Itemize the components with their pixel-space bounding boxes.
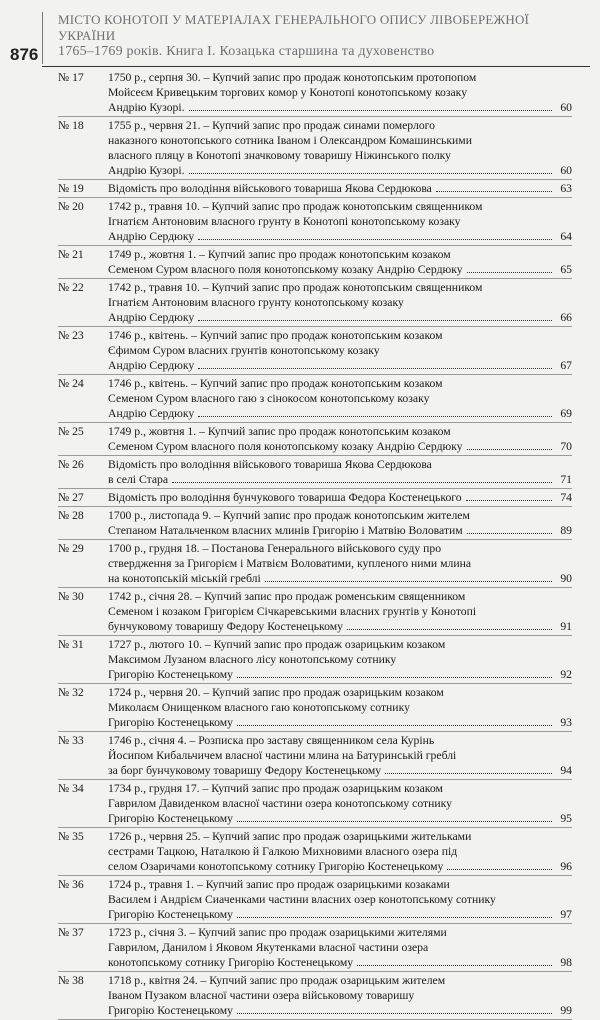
leader-dots: [467, 533, 552, 534]
entry-last-line: [108, 406, 572, 421]
document-entry: [58, 423, 572, 456]
entry-text-line: сестрами Тацкою, Наталкою й Галкою Михновими власного озера під: [108, 845, 458, 858]
entry-last-line: [108, 358, 572, 373]
entry-page-number: 89: [560, 524, 572, 537]
leader-dots: [237, 821, 552, 822]
entry-text-line: Йосипом Кибальчичем власної частини млина на Батуринській греблі: [108, 749, 457, 762]
entry-text-line: Відомість про володіння військового товариша Якова Сердюкова: [108, 458, 432, 471]
entry-last-line: [108, 955, 572, 970]
leader-dots: [237, 677, 552, 678]
entry-last-line: [108, 523, 572, 538]
entry-text-line: Гаврилом Давиденком власної частини озера конотопському сотнику: [108, 797, 453, 810]
page-number: 876: [10, 45, 39, 64]
entry-number: № 28: [58, 509, 84, 522]
document-entry: [58, 507, 572, 540]
entry-text-line: Семеном Суром власного поля конотопському козаку Андрію Сердюку: [108, 440, 463, 453]
document-entry: [58, 69, 572, 117]
entry-last-line: [108, 262, 572, 277]
document-entry: [58, 198, 572, 246]
leader-dots: [172, 482, 552, 483]
entry-text-line: власного пляцу в Конотопі значковому товаришу Ніжинського полку: [108, 149, 452, 162]
entry-body: [108, 328, 572, 373]
leader-dots: [467, 449, 552, 450]
entry-page-number: 69: [560, 407, 572, 420]
entry-page-number: 70: [560, 440, 572, 453]
entry-number: № 18: [58, 119, 84, 132]
leader-dots: [189, 110, 552, 111]
entry-last-line: [108, 1003, 572, 1018]
entry-last-line: [108, 859, 572, 874]
entry-text-line: Гаврилом, Данилом і Яковом Якутенками власної частини озера: [108, 941, 429, 954]
entry-text-line: 1746 р., квітень. – Купчий запис про продаж конотопським козаком: [108, 329, 443, 342]
entry-text-line: селом Озаричами конотопському сотнику Григорію Костенецькому: [108, 860, 444, 873]
entry-last-line: [108, 439, 572, 454]
entry-number: № 31: [58, 638, 84, 651]
document-entry: [58, 540, 572, 588]
entry-text-line: 1734 р., грудня 17. – Купчий запис про продаж озарицьким козаком: [108, 782, 443, 795]
entry-text-line: 1755 р., червня 21. – Купчий запис про продаж синами померлого: [108, 119, 436, 132]
entry-last-line: [108, 181, 572, 196]
leader-dots: [436, 191, 552, 192]
header-line-1: МІСТО КОНОТОП У МАТЕРІАЛАХ ГЕНЕРАЛЬНОГО ОПИСУ ЛІВОБЕРЕЖНОЇ УКРАЇНИ: [58, 12, 530, 43]
document-entry: [58, 924, 572, 972]
entry-text-line: 1746 р., квітень. – Купчий запис про продаж конотопським козаком: [108, 377, 443, 390]
entry-body: [108, 424, 572, 454]
entry-number: № 37: [58, 926, 84, 939]
entry-last-line: [108, 667, 572, 682]
entry-body: [108, 118, 572, 178]
entry-page-number: 93: [560, 716, 572, 729]
entry-number: № 30: [58, 590, 84, 603]
entry-body: [108, 877, 572, 922]
entry-last-line: [108, 310, 572, 325]
entry-body: [108, 457, 572, 487]
entry-text-line: Григорію Костенецькому: [108, 668, 234, 681]
entry-text-line: Андрію Кузорі.: [108, 101, 185, 114]
entry-body: [108, 508, 572, 538]
entry-page-number: 91: [560, 620, 572, 633]
entry-text-line: за борг бунчуковому товаришу Федору Костенецькому: [108, 764, 382, 777]
entry-last-line: [108, 472, 572, 487]
entry-page-number: 65: [560, 263, 572, 276]
leader-dots: [198, 320, 552, 321]
entry-text-line: Григорію Костенецькому: [108, 908, 234, 921]
entry-text-line: Семеном Суром власного поля конотопському козаку Андрію Сердюку: [108, 263, 463, 276]
entry-body: [108, 781, 572, 826]
entry-text-line: Андрію Сердюку: [108, 230, 195, 243]
header-divider: [42, 66, 590, 67]
entry-text-line: 1746 р., січня 4. – Розписка про заставу священником села Курінь: [108, 734, 435, 747]
document-entry: [58, 327, 572, 375]
document-entry: [58, 780, 572, 828]
entry-text-line: Ігнатієм Антоновим власного грунту в Конотопі конотопському козаку: [108, 215, 461, 228]
entry-text-line: Відомість про володіння військового товариша Якова Сердюкова: [108, 182, 432, 195]
entry-text-line: 1718 р., квітня 24. – Купчий запис про продаж озарицьким жителем: [108, 974, 446, 987]
entry-text-line: Семеном Суром власного гаю з сінокосом конотопському козаку: [108, 392, 430, 405]
document-entry: [58, 279, 572, 327]
entry-number: № 33: [58, 734, 84, 747]
entry-text-line: Андрію Сердюку: [108, 407, 195, 420]
document-entry: [58, 972, 572, 1020]
entry-page-number: 71: [560, 473, 572, 486]
leader-dots: [237, 917, 552, 918]
entry-last-line: [108, 811, 572, 826]
leader-dots: [237, 1013, 552, 1014]
leader-dots: [189, 173, 552, 174]
entry-body: [108, 925, 572, 970]
entry-number: № 20: [58, 200, 84, 213]
entry-text-line: наказного конотопського сотника Іваном і Олександром Комашинськими: [108, 134, 472, 147]
entry-body: [108, 733, 572, 778]
document-entry: [58, 117, 572, 180]
entry-page-number: 60: [560, 101, 572, 114]
entry-last-line: [108, 100, 572, 115]
leader-dots: [237, 725, 552, 726]
entry-text-line: Григорію Костенецькому: [108, 716, 234, 729]
document-entry: [58, 684, 572, 732]
entry-page-number: 90: [560, 572, 572, 585]
entry-body: [108, 973, 572, 1018]
entry-text-line: Ігнатієм Антоновим власного грунту конотопському козаку: [108, 296, 404, 309]
entry-page-number: 74: [560, 491, 572, 504]
entry-number: № 26: [58, 458, 84, 471]
entry-text-line: Іваном Пузаком власної частини озера військовому товаришу: [108, 989, 415, 1002]
leader-dots: [198, 239, 552, 240]
entry-last-line: [108, 490, 572, 505]
entry-number: № 32: [58, 686, 84, 699]
entry-page-number: 64: [560, 230, 572, 243]
entry-text-line: 1724 р., травня 1. – Купчий запис про продаж озарицькими козаками: [108, 878, 450, 891]
leader-dots: [357, 965, 552, 966]
entry-text-line: 1749 р., жовтня 1. – Купчий запис про продаж конотопським козаком: [108, 425, 451, 438]
entry-text-line: Відомість про володіння бунчукового товариша Федора Костенецького: [108, 491, 462, 504]
entry-body: [108, 685, 572, 730]
entry-body: [108, 181, 572, 196]
header-rule: [42, 12, 43, 64]
leader-dots: [467, 272, 552, 273]
leader-dots: [265, 581, 552, 582]
entry-last-line: [108, 715, 572, 730]
entry-text-line: конотопському сотнику Григорію Костенецькому: [108, 956, 354, 969]
entry-page-number: 95: [560, 812, 572, 825]
entry-page-number: 60: [560, 164, 572, 177]
document-entry: [58, 732, 572, 780]
entry-text-line: на конотопській міській греблі: [108, 572, 261, 585]
entry-number: № 35: [58, 830, 84, 843]
entry-text-line: 1700 р., грудня 18. – Постанова Генерального військового суду про: [108, 542, 442, 555]
entry-number: № 34: [58, 782, 84, 795]
document-entry: [58, 489, 572, 507]
entry-body: [108, 199, 572, 244]
entry-number: № 25: [58, 425, 84, 438]
entry-text-line: Григорію Костенецькому: [108, 1004, 234, 1017]
entry-text-line: 1700 р., листопада 9. – Купчий запис про продаж конотопським жителем: [108, 509, 470, 522]
entry-text-line: Миколаєм Онищенком власного гаю конотопському сотнику: [108, 701, 410, 714]
entry-page-number: 96: [560, 860, 572, 873]
entry-last-line: [108, 163, 572, 178]
entry-page-number: 94: [560, 764, 572, 777]
document-list: [58, 69, 572, 1020]
document-entry: [58, 375, 572, 423]
entry-number: № 19: [58, 182, 84, 195]
document-entry: [58, 180, 572, 198]
entry-number: № 24: [58, 377, 84, 390]
entry-page-number: 67: [560, 359, 572, 372]
entry-text-line: Андрію Кузорі.: [108, 164, 185, 177]
entry-last-line: [108, 229, 572, 244]
entry-text-line: Григорію Костенецькому: [108, 812, 234, 825]
entry-text-line: 1742 р., січня 28. – Купчий запис про продаж роменським священником: [108, 590, 466, 603]
entry-number: № 27: [58, 491, 84, 504]
entry-page-number: 63: [560, 182, 572, 195]
entry-number: № 22: [58, 281, 84, 294]
entry-text-line: 1723 р., січня 3. – Купчий запис про продаж озарицькими жителями: [108, 926, 447, 939]
document-entry: [58, 636, 572, 684]
entry-body: [108, 637, 572, 682]
leader-dots: [466, 500, 552, 501]
entry-text-line: 1742 р., травня 10. – Купчий запис про продаж конотопським священником: [108, 281, 483, 294]
leader-dots: [447, 869, 552, 870]
entry-body: [108, 589, 572, 634]
document-entry: [58, 246, 572, 279]
entry-last-line: [108, 907, 572, 922]
entry-text-line: 1726 р., червня 25. – Купчий запис про продаж озарицькими жительками: [108, 830, 472, 843]
entry-page-number: 98: [560, 956, 572, 969]
document-entry: [58, 828, 572, 876]
entry-body: [108, 70, 572, 115]
entry-text-line: Андрію Сердюку: [108, 311, 195, 324]
entry-text-line: Андрію Сердюку: [108, 359, 195, 372]
entry-text-line: Єфимом Суром власних грунтів конотопському козаку: [108, 344, 380, 357]
entry-body: [108, 376, 572, 421]
document-entry: [58, 456, 572, 489]
document-entry: [58, 588, 572, 636]
entry-body: [108, 490, 572, 505]
running-header: [58, 12, 588, 60]
entry-page-number: 92: [560, 668, 572, 681]
leader-dots: [198, 416, 552, 417]
entry-text-line: ствердження за Григорієм і Матвієм Воловатими, купленого ними млина: [108, 557, 472, 570]
leader-dots: [347, 629, 552, 630]
entry-text-line: 1724 р., червня 20. – Купчий запис про продаж озарицьким козаком: [108, 686, 444, 699]
entry-text-line: Семеном і козаком Григорієм Січкаревськими власних грунтів у Конотопі: [108, 605, 477, 618]
entry-text-line: Мойсеєм Кривецьким торгових комор у Конотопі конотопському козаку: [108, 86, 468, 99]
entry-text-line: 1742 р., травня 10. – Купчий запис про продаж конотопським священником: [108, 200, 483, 213]
entry-body: [108, 280, 572, 325]
entry-last-line: [108, 619, 572, 634]
entry-text-line: Степаном Натальченком власних млинів Григорію і Матвію Воловатим: [108, 524, 463, 537]
entry-number: № 38: [58, 974, 84, 987]
entry-text-line: в селі Стара: [108, 473, 169, 486]
entry-page-number: 66: [560, 311, 572, 324]
entry-body: [108, 541, 572, 586]
entry-last-line: [108, 763, 572, 778]
entry-number: № 23: [58, 329, 84, 342]
entry-page-number: 99: [560, 1004, 572, 1017]
entry-text-line: 1749 р., жовтня 1. – Купчий запис про продаж конотопським козаком: [108, 248, 451, 261]
entry-text-line: бунчуковому товаришу Федору Костенецькому: [108, 620, 343, 633]
leader-dots: [385, 773, 552, 774]
entry-number: № 21: [58, 248, 84, 261]
entry-body: [108, 247, 572, 277]
entry-number: № 29: [58, 542, 84, 555]
entry-number: № 17: [58, 71, 84, 84]
entry-text-line: Максимом Лузаном власного лісу конотопському сотнику: [108, 653, 397, 666]
entry-text-line: 1727 р., лютого 10. – Купчий запис про продаж озарицьким козаком: [108, 638, 446, 651]
document-entry: [58, 876, 572, 924]
entry-text-line: Василем і Андрієм Сиаченками частини власних озер конотопському сотнику: [108, 893, 496, 906]
entry-last-line: [108, 571, 572, 586]
leader-dots: [198, 368, 552, 369]
entry-page-number: 97: [560, 908, 572, 921]
entry-text-line: 1750 р., серпня 30. – Купчий запис про продаж конотопським протопопом: [108, 71, 477, 84]
header-line-2: 1765–1769 років. Книга І. Козацька старшина та духовенство: [58, 44, 435, 59]
entry-number: № 36: [58, 878, 84, 891]
